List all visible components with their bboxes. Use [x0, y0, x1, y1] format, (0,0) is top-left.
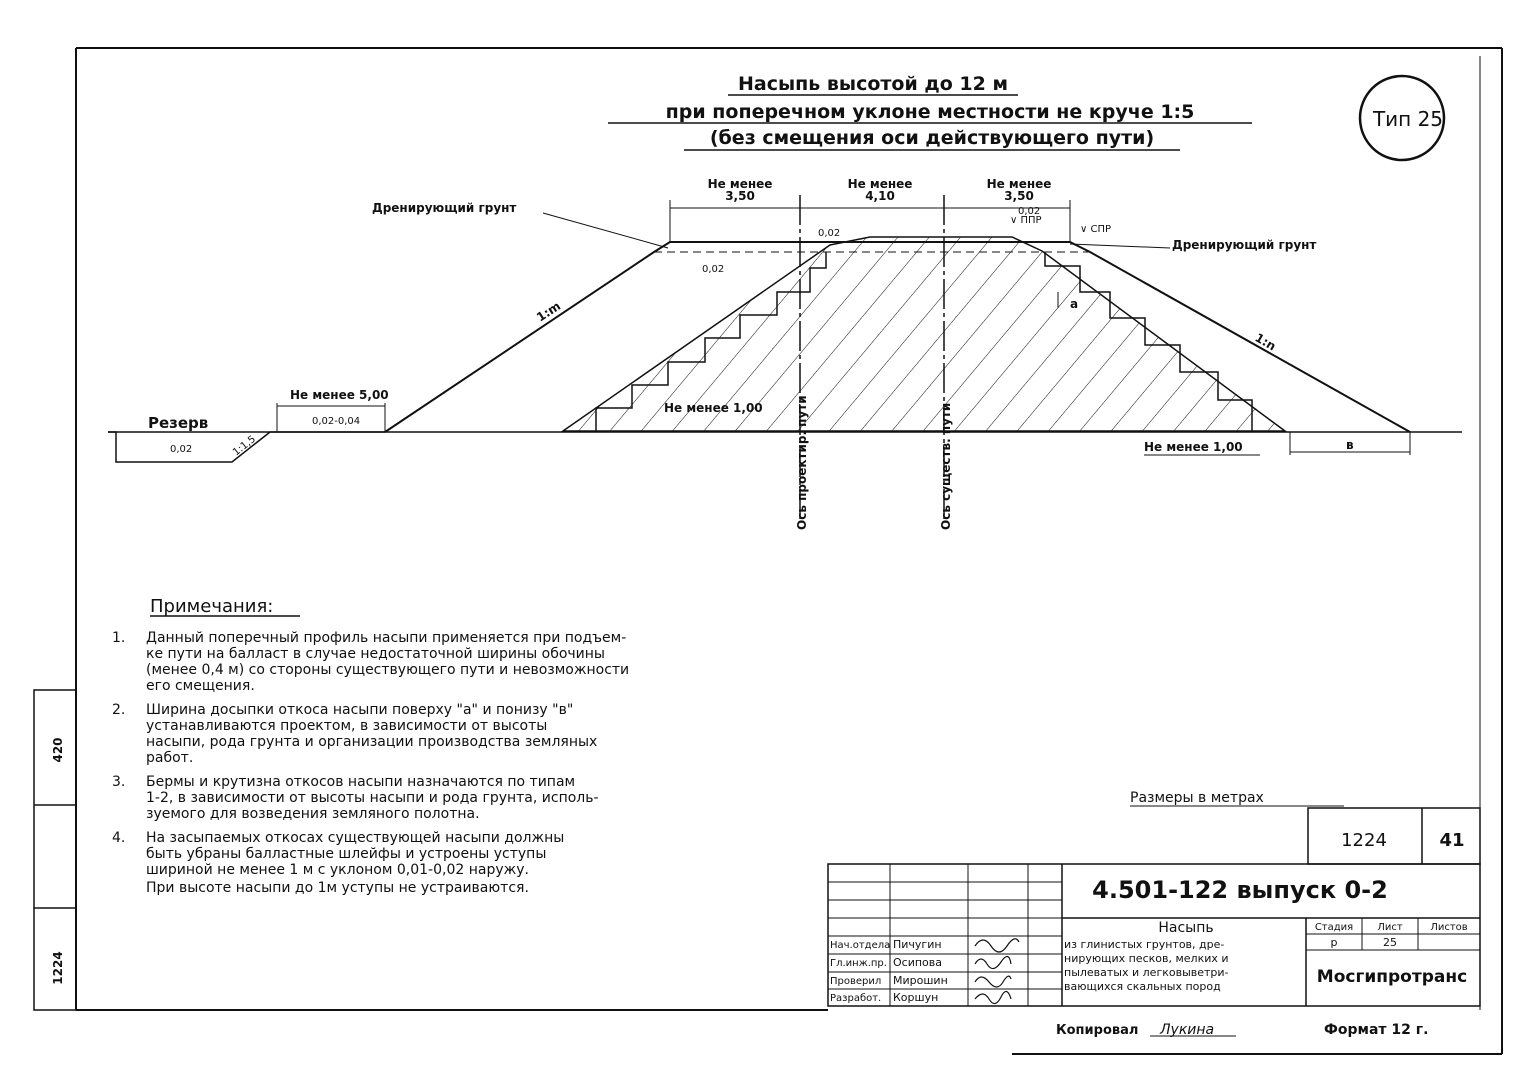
stamp-role-2: Гл.инж.пр. — [830, 958, 887, 969]
label-slope-left: 1:m — [534, 298, 564, 325]
svg-text:2.: 2. — [112, 702, 126, 718]
stamp-title-4: пылеватых и легковыветри- — [1064, 966, 1229, 979]
stamp-doc-number: 4.501-122 выпуск 0-2 — [1092, 876, 1388, 904]
stamp-role-1: Нач.отдела — [830, 940, 891, 951]
label-axis-existing: Ось существ. пути — [939, 402, 953, 530]
units-note: Размеры в метрах — [1130, 790, 1264, 806]
label-dim-b: в — [1346, 438, 1354, 452]
stamp-role-4: Разработ. — [830, 993, 882, 1004]
svg-text:1-2, в зависимости от высоты н: 1-2, в зависимости от высоты насыпи и рода грунта, исполь- — [146, 790, 599, 806]
svg-text:ке пути на балласт в случае не: ке пути на балласт в случае недостаточной ширины обочины — [146, 646, 605, 662]
svg-text:(менее 0,4 м) со стороны сущес: (менее 0,4 м) со стороны существующего пути и невозможности — [146, 662, 630, 678]
svg-text:работ.: работ. — [146, 750, 194, 766]
stamp-name-2: Осипова — [893, 956, 943, 969]
note-1 — [112, 630, 629, 694]
side-strip-top: 420 — [51, 737, 65, 763]
label-step-right: Не менее 1,00 — [1144, 440, 1243, 454]
note-2 — [112, 702, 597, 766]
stamp-role-3: Проверил — [830, 976, 882, 987]
svg-text:1.: 1. — [112, 630, 126, 646]
side-strip — [34, 690, 76, 1010]
label-berm-slope: 0,02-0,04 — [312, 416, 361, 427]
label-drain-left: Дренирующий грунт — [372, 201, 517, 215]
stamp-stage-hdr: Стадия — [1314, 922, 1354, 933]
stamp-name-1: Пичугин — [893, 938, 942, 951]
title-line1: Насыпь высотой до 12 м — [737, 73, 1009, 95]
note-4 — [112, 830, 564, 896]
stamp-sheet-val: 25 — [1383, 936, 1397, 949]
stamp-title-2: из глинистых грунтов, дре- — [1064, 938, 1225, 951]
svg-text:зуемого для возведения земляно: зуемого для возведения земляного полотна. — [146, 806, 480, 822]
stamp-name-3: Мирошин — [893, 974, 948, 987]
title-block — [608, 73, 1252, 150]
label-slope-top: 0,02 — [702, 264, 725, 275]
label-reserve-side: 1:1,5 — [231, 433, 259, 459]
label-step-left: Не менее 1,00 — [664, 401, 763, 415]
label-reserve: Резерв — [148, 414, 209, 432]
label-slope-rightside: 1:n — [1252, 330, 1279, 354]
svg-text:его смещения.: его смещения. — [146, 678, 255, 694]
svg-text:устанавливаются проектом, в за: устанавливаются проектом, в зависимости от высоты — [146, 718, 548, 734]
label-width-mid-caption: Не менее — [847, 177, 913, 191]
label-slope-mid: 0,02 — [818, 228, 841, 239]
label-width-left-value: 3,50 — [725, 189, 755, 203]
label-dim-a: а — [1070, 297, 1079, 311]
stamp-title-5: вающихся скальных пород — [1064, 980, 1221, 993]
stamp-sheet-hdr: Лист — [1377, 922, 1403, 933]
type-badge-text: Тип 25 — [1372, 107, 1444, 131]
side-strip-bottom: 1224 — [51, 951, 65, 985]
svg-text:На засыпаемых откосах существу: На засыпаемых откосах существующей насыпи должны — [146, 830, 565, 846]
note-3 — [112, 774, 599, 822]
stamp — [828, 808, 1480, 1006]
notes-heading: Примечания: — [150, 596, 274, 617]
title-line3: (без смещения оси действующего пути) — [709, 127, 1155, 149]
svg-text:4.: 4. — [112, 830, 126, 846]
svg-text:Данный поперечный профиль насы: Данный поперечный профиль насыпи применяется при подъем- — [146, 630, 627, 646]
notes — [112, 596, 629, 896]
signatures — [975, 939, 1019, 1004]
svg-text:3.: 3. — [112, 774, 126, 790]
title-line2: при поперечном уклоне местности не круче 1:5 — [665, 101, 1195, 123]
label-berm-caption: Не менее 5,00 — [290, 388, 389, 402]
stamp-stage-val: р — [1330, 936, 1338, 949]
label-reserve-slope: 0,02 — [170, 444, 193, 455]
label-ppr: ∨ ППР — [1010, 215, 1042, 226]
stamp-sheets-hdr: Листов — [1430, 922, 1468, 933]
label-width-right-value: 3,50 — [1004, 189, 1034, 203]
svg-text:шириной не менее 1 м с уклоном: шириной не менее 1 м с уклоном 0,01-0,02 наружу. — [146, 862, 529, 878]
svg-text:Бермы и крутизна откосов насып: Бермы и крутизна откосов насыпи назначаются по типам — [146, 774, 576, 790]
svg-text:быть убраны балластные шлейфы: быть убраны балластные шлейфы и устроены уступы — [146, 846, 547, 862]
copy-footer — [1056, 1022, 1428, 1038]
stamp-title-3: нирующих песков, мелких и — [1064, 952, 1229, 965]
format-label: Формат 12 г. — [1324, 1022, 1429, 1038]
copier-signature: Лукина — [1160, 1022, 1215, 1038]
svg-text:Ширина досыпки откоса насыпи п: Ширина досыпки откоса насыпи поверху "а" и понизу "в" — [146, 702, 574, 718]
label-width-right-caption: Не менее — [986, 177, 1052, 191]
stamp-org: Мосгипротранс — [1316, 967, 1468, 987]
svg-text:При высоте насыпи до 1м уступы: При высоте насыпи до 1м уступы не устраиваются. — [146, 880, 529, 896]
label-slope-right: 0,02 — [1018, 206, 1041, 217]
type-badge — [1360, 76, 1444, 160]
stamp-title-1: Насыпь — [1158, 920, 1214, 936]
label-axis-project: Ось проектир. пути — [795, 395, 809, 530]
label-spr: ∨ СПР — [1080, 224, 1112, 235]
label-width-left-caption: Не менее — [707, 177, 773, 191]
label-width-mid-value: 4,10 — [865, 189, 895, 203]
label-drain-right: Дренирующий грунт — [1172, 238, 1317, 252]
svg-text:насыпи, рода грунта и организа: насыпи, рода грунта и организации производства земляных — [146, 734, 598, 750]
cross-section — [108, 177, 1462, 530]
copied-label: Копировал — [1056, 1023, 1139, 1038]
stamp-name-4: Коршун — [893, 991, 939, 1004]
stamp-code: 1224 — [1341, 830, 1387, 851]
stamp-sheet-num: 41 — [1439, 830, 1465, 851]
